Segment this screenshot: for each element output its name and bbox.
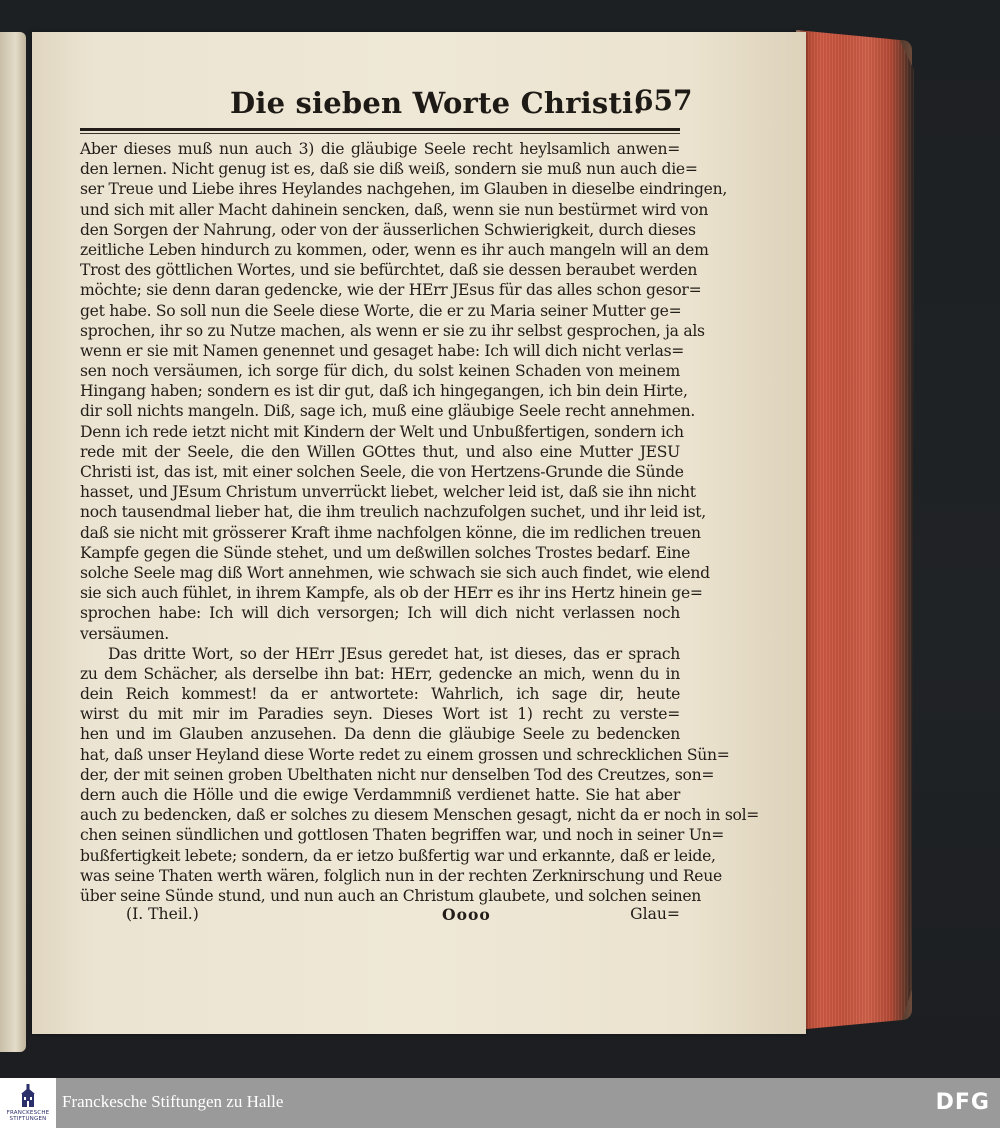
text-line: wirst du mit mir im Paradies seyn. Dieses Wort ist 1) recht zu verste= bbox=[80, 705, 680, 724]
text-line: und sich mit aller Macht dahinein sencken, daß, wenn sie nun bestürmet wird von bbox=[80, 200, 709, 219]
text-line: hasset, und JEsum Christum unverrückt liebet, welcher leid ist, daß sie ihn nicht bbox=[80, 483, 696, 502]
text-line: chen seinen sündlichen und gottlosen Thaten begriffen war, und noch in seiner Un= bbox=[80, 826, 725, 845]
text-line: sprochen, ihr so zu Nutze machen, als wenn er sie zu ihr selbst gesprochen, ja als bbox=[80, 321, 705, 340]
dfg-logo[interactable]: DFG bbox=[935, 1090, 990, 1115]
page-number: 657 bbox=[634, 84, 693, 117]
text-line: Aber dieses muß nun auch 3) die gläubige Seele recht heylsamlich anwen= bbox=[80, 140, 680, 158]
text-line: dern auch die Hölle und die ewige Verdammniß verdienet hatte. Sie hat aber bbox=[80, 786, 680, 804]
red-fore-edge bbox=[796, 30, 914, 1030]
text-line: dein Reich kommest! da er antwortete: Wahrlich, ich sage dir, heute bbox=[80, 685, 680, 704]
page-footer bbox=[80, 905, 680, 927]
text-line: den lernen. Nicht genug ist es, daß sie diß weiß, sondern sie muß nun auch die= bbox=[80, 160, 698, 179]
volume-signature: (I. Theil.) bbox=[126, 905, 199, 923]
provider-banner bbox=[0, 1078, 1000, 1128]
text-line: sen noch versäumen, ich sorge für dich, du solst keinen Schaden von meinem bbox=[80, 362, 680, 381]
text-line: hen und im Glauben anzusehen. Da denn die gläubige Seele zu bedencken bbox=[80, 725, 680, 744]
text-line: hat, daß unser Heyland diese Worte redet zu einem grossen und schrecklichen Sün= bbox=[80, 745, 730, 764]
francke-building-icon bbox=[21, 1084, 35, 1108]
text-line: daß sie nicht mit grösserer Kraft ihme nachfolgen könne, die im redlichen treuen bbox=[80, 523, 701, 542]
text-line: dir soll nichts mangeln. Diß, sage ich, muß eine gläubige Seele recht annehmen. bbox=[80, 402, 696, 421]
body-text bbox=[80, 139, 760, 906]
text-line: ser Treue und Liebe ihres Heylandes nachgehen, im Glauben in dieselbe eindringen, bbox=[80, 180, 728, 199]
text-line: auch zu bedencken, daß er solches zu diesem Menschen gesagt, nicht da er noch in sol= bbox=[80, 806, 760, 825]
text-line: der, der mit seinen groben Ubelthaten nicht nur denselben Tod des Creutzes, son= bbox=[80, 765, 715, 784]
text-line: möchte; sie denn daran gedencke, wie der HErr JEsus für das alles schon gesor= bbox=[80, 281, 702, 300]
text-line: rede mit der Seele, die den Willen GOttes thut, und also eine Mutter JESU bbox=[80, 442, 680, 461]
text-line: über seine Sünde stund, und nun auch an Christum glaubete, und solchen seinen bbox=[80, 886, 702, 905]
text-line: noch tausendmal lieber hat, die ihm treulich nachzufolgen suchet, und ihr leid ist, bbox=[80, 503, 706, 522]
gathering-signature: Oooo bbox=[442, 905, 491, 924]
text-line: was seine Thaten werth wären, folglich nun in der rechten Zerknirschung und Reue bbox=[80, 866, 722, 885]
text-line: Das dritte Wort, so der HErr JEsus geredet hat, ist dieses, das er sprach bbox=[108, 644, 680, 663]
text-line: zu dem Schächer, als derselbe ihn bat: HErr, gedencke an mich, wenn du in bbox=[80, 664, 680, 683]
text-line: bußfertigkeit lebete; sondern, da er ietzo bußfertig war und erkannte, daß er leide, bbox=[80, 846, 716, 865]
text-line: Kampfe gegen die Sünde stehet, und um deßwillen solches Trostes bedarf. Eine bbox=[80, 543, 691, 562]
text-line: sprochen habe: Ich will dich versorgen; Ich will dich nicht verlassen noch bbox=[80, 604, 680, 623]
text-line: Hingang haben; sondern es ist dir gut, daß ich hingegangen, ich bin dein Hirte, bbox=[80, 382, 688, 401]
text-line: Trost des göttlichen Wortes, und sie befürchtet, daß sie dessen beraubet werden bbox=[80, 261, 698, 280]
text-line: den Sorgen der Nahrung, oder von der äusserlichen Schwierigkeit, durch dieses bbox=[80, 220, 696, 239]
page-header bbox=[80, 84, 693, 134]
running-title: Die sieben Worte Christi. bbox=[230, 86, 644, 120]
previous-page-edge bbox=[0, 32, 26, 1052]
logo-caption: FRANCKESCHE STIFTUNGEN bbox=[6, 1110, 50, 1122]
text-line: Denn ich rede ietzt nicht mit Kindern der Welt und Unbußfertigen, sondern ich bbox=[80, 422, 684, 441]
text-line: get habe. So soll nun die Seele diese Worte, die er zu Maria seiner Mutter ge= bbox=[80, 301, 682, 320]
text-line: Christi ist, das ist, mit einer solchen Seele, die von Hertzens-Grunde die Sünde bbox=[80, 463, 684, 481]
header-rule bbox=[80, 128, 680, 131]
text-line: wenn er sie mit Namen genennet und gesaget habe: Ich will dich nicht verlas= bbox=[80, 341, 685, 360]
text-line: solche Seele mag diß Wort annehmen, wie schwach sie sich auch findet, wie elend bbox=[80, 563, 710, 582]
francke-logo[interactable] bbox=[0, 1078, 56, 1128]
text-line: sie sich auch fühlet, in ihrem Kampfe, als ob der HErr es ihr ins Hertz hinein ge= bbox=[80, 584, 703, 603]
text-line: zeitliche Leben hindurch zu kommen, oder, wenn es ihr auch mangeln will an dem bbox=[80, 240, 709, 259]
institution-name[interactable]: Franckesche Stiftungen zu Halle bbox=[62, 1092, 284, 1111]
header-rule-thin bbox=[80, 133, 680, 134]
catchword: Glau= bbox=[630, 905, 680, 923]
text-line: versäumen. bbox=[80, 624, 169, 643]
